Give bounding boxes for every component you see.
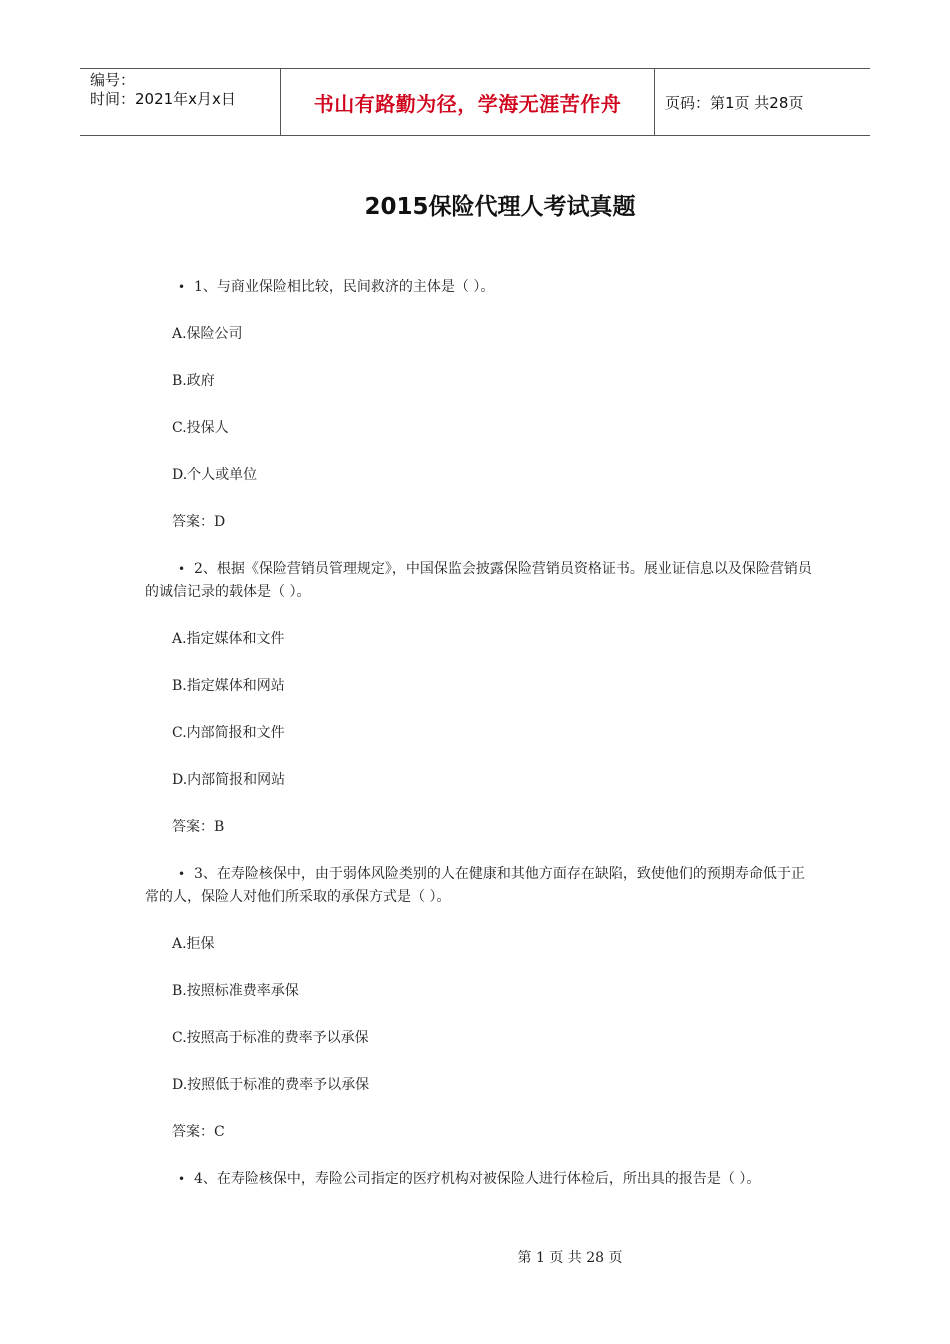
option-d: D.个人或单位 bbox=[172, 467, 258, 483]
question-4 bbox=[145, 1168, 815, 1191]
header-page-number: 页码：第1页 共28页 bbox=[665, 93, 804, 112]
question-text: 1、与商业保险相比较，民间救济的主体是（ ）。 bbox=[194, 279, 495, 295]
answer: 答案：D bbox=[172, 514, 226, 530]
header-motto: 书山有路勤为径，学海无涯苦作舟 bbox=[281, 69, 655, 135]
option-c: C.投保人 bbox=[172, 420, 229, 436]
bullet-icon: • bbox=[178, 280, 186, 294]
option-c: C.内部简报和文件 bbox=[172, 725, 285, 741]
question-text: 3、在寿险核保中，由于弱体风险类别的人在健康和其他方面存在缺陷，致使他们的预期寿命低于正常的人，保险人对他们所采取的承保方式是（ ）。 bbox=[145, 866, 805, 905]
option-a: A.保险公司 bbox=[172, 326, 243, 342]
bullet-icon: • bbox=[178, 1172, 186, 1186]
answer: 答案：C bbox=[172, 1124, 225, 1140]
question-1 bbox=[145, 276, 815, 299]
page-header bbox=[80, 68, 870, 136]
document-title: 2015保险代理人考试真题 bbox=[364, 194, 636, 220]
document-number-label: 编号： bbox=[90, 71, 136, 89]
header-info bbox=[80, 69, 281, 135]
answer: 答案：B bbox=[172, 819, 225, 835]
question-text: 2、根据《保险营销员管理规定》，中国保监会披露保险营销员资格证书。展业证信息以及保险营销员的诚信记录的载体是（ ）。 bbox=[145, 561, 812, 600]
option-d: D.内部简报和网站 bbox=[172, 772, 286, 788]
option-d: D.按照低于标准的费率予以承保 bbox=[172, 1077, 370, 1093]
bullet-icon: • bbox=[178, 867, 186, 881]
document-date-label: 时间：2021年x月x日 bbox=[90, 90, 236, 108]
page-footer: 第 1 页 共 28 页 bbox=[517, 1250, 623, 1266]
option-b: B.指定媒体和网站 bbox=[172, 678, 285, 694]
option-a: A.指定媒体和文件 bbox=[172, 631, 285, 647]
option-a: A.拒保 bbox=[172, 936, 215, 952]
option-b: B.按照标准费率承保 bbox=[172, 983, 299, 999]
question-3 bbox=[145, 863, 815, 909]
question-list bbox=[145, 276, 815, 1191]
option-b: B.政府 bbox=[172, 373, 215, 389]
question-2 bbox=[145, 558, 815, 604]
bullet-icon: • bbox=[178, 562, 186, 576]
question-text: 4、在寿险核保中，寿险公司指定的医疗机构对被保险人进行体检后，所出具的报告是（ ）。 bbox=[194, 1171, 761, 1187]
option-c: C.按照高于标准的费率予以承保 bbox=[172, 1030, 369, 1046]
